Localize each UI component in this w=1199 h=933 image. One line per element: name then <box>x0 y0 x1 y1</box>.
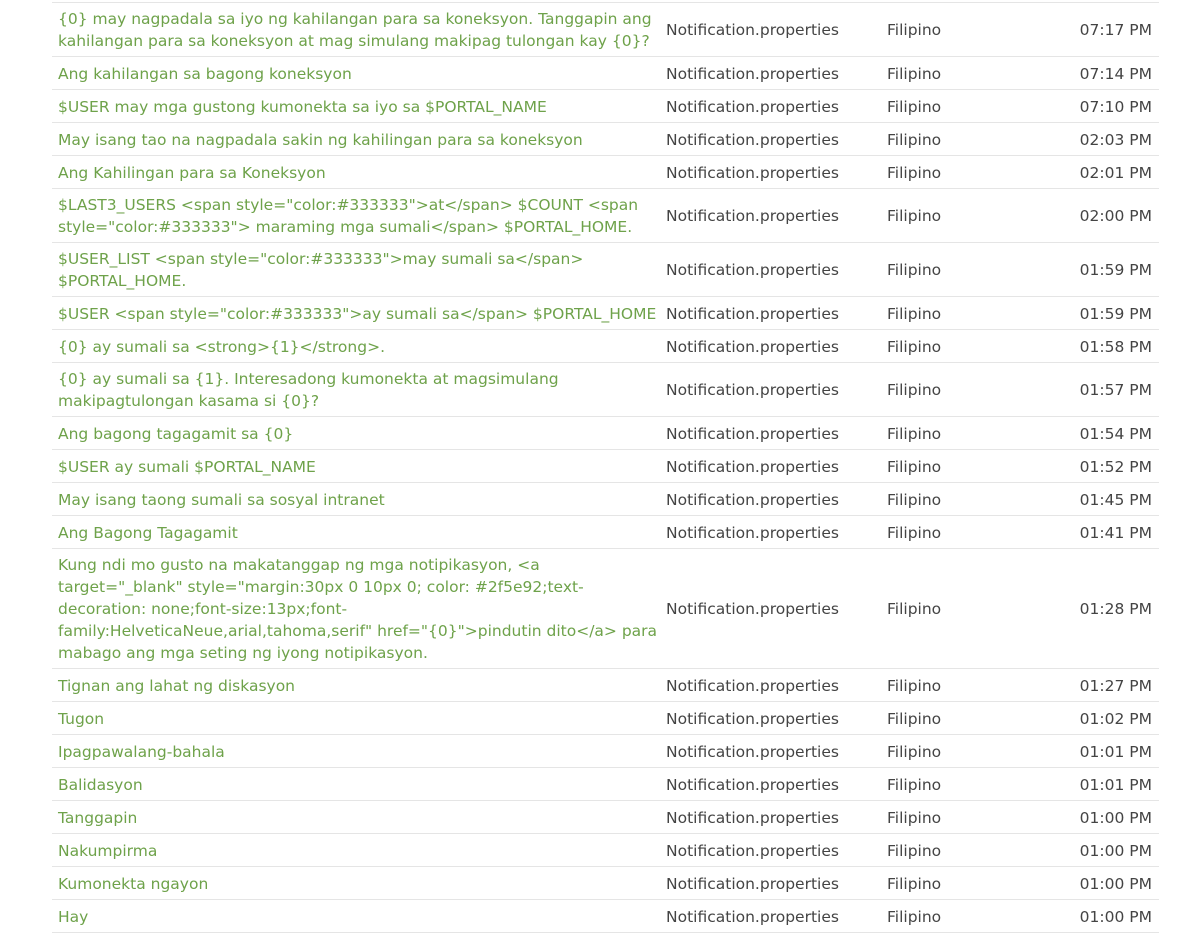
language-cell: Filipino <box>887 523 942 542</box>
language-cell: Filipino <box>887 907 942 926</box>
file-name-cell: Notification.properties <box>666 424 839 443</box>
file-name-cell: Notification.properties <box>666 457 839 476</box>
language-cell: Filipino <box>887 490 942 509</box>
translation-text-link[interactable]: Hay <box>58 907 89 926</box>
translation-text-link[interactable]: May isang tao na nagpadala sakin ng kahilingan para sa koneksyon <box>58 130 583 149</box>
timestamp-cell: 01:58 PM <box>1079 337 1152 356</box>
file-name-cell: Notification.properties <box>666 21 839 39</box>
translation-text-link[interactable]: Tanggapin <box>58 808 138 827</box>
file-name-cell: Notification.properties <box>666 808 839 827</box>
language-cell: Filipino <box>887 64 942 83</box>
language-cell: Filipino <box>887 381 942 399</box>
table-row[interactable] <box>52 549 1159 669</box>
table-row[interactable] <box>52 297 1159 330</box>
timestamp-cell: 01:00 PM <box>1079 874 1152 893</box>
timestamp-cell: 02:01 PM <box>1079 163 1152 182</box>
table-row[interactable] <box>52 702 1159 735</box>
language-cell: Filipino <box>887 304 942 323</box>
table-row[interactable] <box>52 57 1159 90</box>
translation-text-link[interactable]: {0} ay sumali sa <strong>{1}</strong>. <box>58 337 385 356</box>
language-cell: Filipino <box>887 709 942 728</box>
table-row[interactable] <box>52 516 1159 549</box>
file-name-cell: Notification.properties <box>666 600 839 618</box>
timestamp-cell: 01:28 PM <box>1079 600 1152 618</box>
language-cell: Filipino <box>887 207 942 225</box>
table-row[interactable] <box>52 417 1159 450</box>
table-row[interactable] <box>52 156 1159 189</box>
language-cell: Filipino <box>887 742 942 761</box>
translation-text-link[interactable]: Ang Kahilingan para sa Koneksyon <box>58 163 326 182</box>
translation-text-link[interactable]: Kung ndi mo gusto na makatanggap ng mga notipikasyon, <a target="_blank" style="margin:30px 0 10px 0; color: #2f5e92;text-decoration: none;font-size:13px;font-family:HelveticaNeue,arial,tahoma,serif" href="{0}">pindutin dito</a> para mabago ang mga seting ng iyong notipikasyon. <box>58 556 658 662</box>
language-cell: Filipino <box>887 163 942 182</box>
file-name-cell: Notification.properties <box>666 261 839 279</box>
timestamp-cell: 07:14 PM <box>1079 64 1152 83</box>
timestamp-cell: 01:00 PM <box>1079 907 1152 926</box>
file-name-cell: Notification.properties <box>666 676 839 695</box>
timestamp-cell: 02:00 PM <box>1079 207 1152 225</box>
file-name-cell: Notification.properties <box>666 381 839 399</box>
timestamp-cell: 01:59 PM <box>1079 304 1152 323</box>
translation-text-link[interactable]: $USER may mga gustong kumonekta sa iyo sa $PORTAL_NAME <box>58 97 547 116</box>
translation-text-link[interactable]: Balidasyon <box>58 775 143 794</box>
table-row[interactable] <box>52 483 1159 516</box>
table-row[interactable] <box>52 3 1159 57</box>
file-name-cell: Notification.properties <box>666 490 839 509</box>
timestamp-cell: 01:00 PM <box>1079 841 1152 860</box>
file-name-cell: Notification.properties <box>666 207 839 225</box>
table-row[interactable] <box>52 669 1159 702</box>
translation-text-link[interactable]: $USER <span style="color:#333333">ay sumali sa</span> $PORTAL_HOME <box>58 304 657 323</box>
language-cell: Filipino <box>887 130 942 149</box>
translation-text-link[interactable]: Ang Bagong Tagagamit <box>58 523 238 542</box>
language-cell: Filipino <box>887 841 942 860</box>
table-row[interactable] <box>52 189 1159 243</box>
file-name-cell: Notification.properties <box>666 775 839 794</box>
timestamp-cell: 01:41 PM <box>1079 523 1152 542</box>
file-name-cell: Notification.properties <box>666 874 839 893</box>
translation-text-link[interactable]: $LAST3_USERS <span style="color:#333333">at</span> $COUNT <span style="color:#333333"> maraming mga sumali</span> $PORTAL_HOME. <box>58 196 639 236</box>
file-name-cell: Notification.properties <box>666 64 839 83</box>
file-name-cell: Notification.properties <box>666 337 839 356</box>
table-row[interactable] <box>52 735 1159 768</box>
language-cell: Filipino <box>887 775 942 794</box>
table-row[interactable] <box>52 450 1159 483</box>
translation-text-link[interactable]: Tignan ang lahat ng diskasyon <box>58 676 295 695</box>
translation-text-link[interactable]: Nakumpirma <box>58 841 158 860</box>
translation-text-link[interactable]: Ang bagong tagagamit sa {0} <box>58 424 294 443</box>
file-name-cell: Notification.properties <box>666 304 839 323</box>
timestamp-cell: 01:27 PM <box>1079 676 1152 695</box>
timestamp-cell: 01:52 PM <box>1079 457 1152 476</box>
translation-text-link[interactable]: {0} ay sumali sa {1}. Interesadong kumonekta at magsimulang makipagtulongan kasama si {0}? <box>58 370 559 410</box>
language-cell: Filipino <box>887 21 942 39</box>
file-name-cell: Notification.properties <box>666 709 839 728</box>
file-name-cell: Notification.properties <box>666 907 839 926</box>
table-row[interactable] <box>52 90 1159 123</box>
translation-text-link[interactable]: Ang kahilangan sa bagong koneksyon <box>58 64 352 83</box>
table-row[interactable] <box>52 900 1159 933</box>
timestamp-cell: 07:17 PM <box>1079 21 1152 39</box>
table-row[interactable] <box>52 867 1159 900</box>
timestamp-cell: 01:00 PM <box>1079 808 1152 827</box>
table-row[interactable] <box>52 243 1159 297</box>
language-cell: Filipino <box>887 337 942 356</box>
language-cell: Filipino <box>887 457 942 476</box>
table-row[interactable] <box>52 768 1159 801</box>
table-row[interactable] <box>52 123 1159 156</box>
timestamp-cell: 01:59 PM <box>1079 261 1152 279</box>
translation-text-link[interactable]: May isang taong sumali sa sosyal intranet <box>58 490 385 509</box>
translation-text-link[interactable]: {0} may nagpadala sa iyo ng kahilangan para sa koneksyon. Tanggapin ang kahilangan para sa koneksyon at mag simulang makipag tulongan kay {0}? <box>58 10 652 50</box>
timestamp-cell: 01:57 PM <box>1079 381 1152 399</box>
timestamp-cell: 01:02 PM <box>1079 709 1152 728</box>
table-row[interactable] <box>52 330 1159 363</box>
file-name-cell: Notification.properties <box>666 130 839 149</box>
timestamp-cell: 01:45 PM <box>1079 490 1152 509</box>
table-row[interactable] <box>52 363 1159 417</box>
translation-text-link[interactable]: Tugon <box>58 709 105 728</box>
language-cell: Filipino <box>887 600 942 618</box>
language-cell: Filipino <box>887 808 942 827</box>
file-name-cell: Notification.properties <box>666 742 839 761</box>
translation-text-link[interactable]: Ipagpawalang-bahala <box>58 742 225 761</box>
file-name-cell: Notification.properties <box>666 841 839 860</box>
language-cell: Filipino <box>887 261 942 279</box>
translation-text-link[interactable]: $USER ay sumali $PORTAL_NAME <box>58 457 316 476</box>
timestamp-cell: 01:54 PM <box>1079 424 1152 443</box>
file-name-cell: Notification.properties <box>666 523 839 542</box>
table-row[interactable] <box>52 801 1159 834</box>
timestamp-cell: 07:10 PM <box>1079 97 1152 116</box>
language-cell: Filipino <box>887 97 942 116</box>
translation-list <box>52 2 1159 933</box>
file-name-cell: Notification.properties <box>666 163 839 182</box>
translation-text-link[interactable]: Kumonekta ngayon <box>58 874 209 893</box>
timestamp-cell: 02:03 PM <box>1079 130 1152 149</box>
language-cell: Filipino <box>887 424 942 443</box>
translation-text-link[interactable]: $USER_LIST <span style="color:#333333">may sumali sa</span> $PORTAL_HOME. <box>58 250 584 290</box>
language-cell: Filipino <box>887 676 942 695</box>
timestamp-cell: 01:01 PM <box>1079 775 1152 794</box>
table-row[interactable] <box>52 834 1159 867</box>
language-cell: Filipino <box>887 874 942 893</box>
timestamp-cell: 01:01 PM <box>1079 742 1152 761</box>
file-name-cell: Notification.properties <box>666 97 839 116</box>
